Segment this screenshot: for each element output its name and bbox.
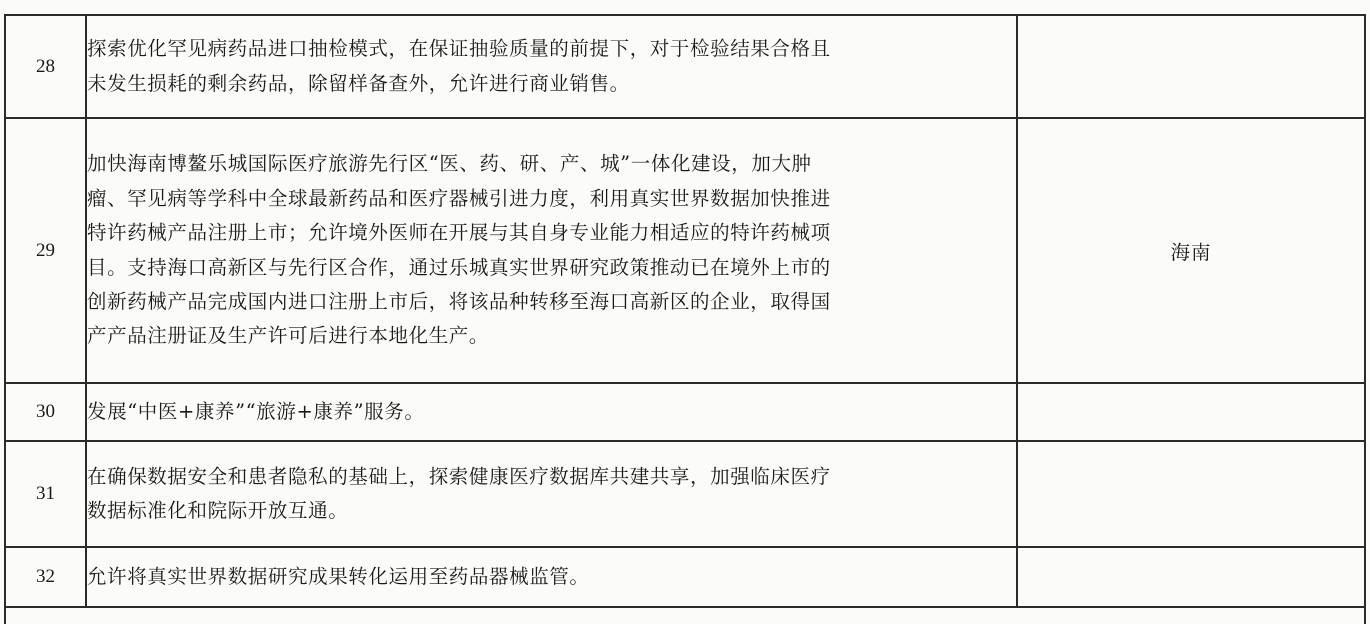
text-line: 加快海南博鳌乐城国际医疗旅游先行区“医、药、研、产、城”一体化建设，加大肿 bbox=[87, 152, 812, 176]
policy-measures-table bbox=[4, 14, 1366, 624]
measure-text bbox=[86, 441, 1017, 547]
text-line: 发展“中医+康养”“旅游+康养”服务。 bbox=[87, 399, 425, 423]
text-line: 探索优化罕见病药品进口抽检模式，在保证抽验质量的前提下，对于检验结果合格且 bbox=[87, 37, 831, 61]
measure-text bbox=[86, 547, 1017, 607]
text-line: 未发生损耗的剩余药品，除留样备查外，允许进行商业销售。 bbox=[87, 71, 630, 95]
row-number: 28 bbox=[5, 15, 86, 118]
table-row-partial bbox=[5, 607, 1365, 624]
text-line: 目。支持海口高新区与先行区合作，通过乐城真实世界研究政策推动已在境外上市的 bbox=[87, 255, 831, 279]
region-cell bbox=[1017, 441, 1365, 547]
region-cell: 海南 bbox=[1017, 118, 1365, 383]
row-number: 30 bbox=[5, 383, 86, 441]
measure-text bbox=[86, 118, 1017, 383]
region-cell bbox=[1017, 15, 1365, 118]
text-line: 创新药械产品完成国内进口注册上市后，将该品种转移至海口高新区的企业，取得国 bbox=[87, 289, 831, 313]
region-cell bbox=[1017, 547, 1365, 607]
measure-text bbox=[86, 383, 1017, 441]
text-line: 特许药械产品注册上市；允许境外医师在开展与其自身专业能力相适应的特许药械项 bbox=[87, 221, 831, 245]
region-cell bbox=[1017, 383, 1365, 441]
text-line: 允许将真实世界数据研究成果转化运用至药品器械监管。 bbox=[87, 564, 590, 588]
measure-text bbox=[86, 15, 1017, 118]
row-number: 29 bbox=[5, 118, 86, 383]
table-row bbox=[5, 441, 1365, 547]
row-number: 31 bbox=[5, 441, 86, 547]
text-line: 瘤、罕见病等学科中全球最新药品和医疗器械引进力度，利用真实世界数据加快推进 bbox=[87, 186, 831, 210]
table-row bbox=[5, 118, 1365, 383]
text-line: 在确保数据安全和患者隐私的基础上，探索健康医疗数据库共建共享，加强临床医疗 bbox=[87, 464, 831, 488]
row-number: 32 bbox=[5, 547, 86, 607]
empty-cell bbox=[5, 607, 1365, 624]
table-row bbox=[5, 547, 1365, 607]
table-row bbox=[5, 15, 1365, 118]
table-row bbox=[5, 383, 1365, 441]
text-line: 数据标准化和院际开放互通。 bbox=[87, 499, 349, 522]
text-line: 产产品注册证及生产许可后进行本地化生产。 bbox=[87, 324, 490, 348]
